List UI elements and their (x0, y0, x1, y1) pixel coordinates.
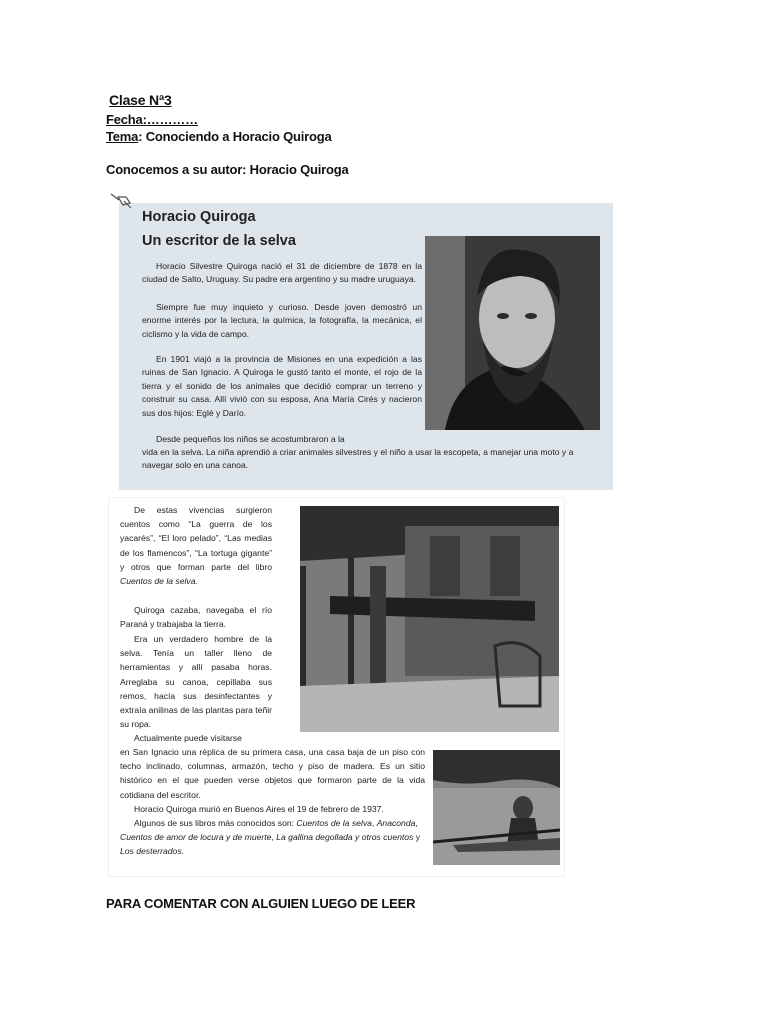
stories-paragraph-1: De estas vivencias surgieron cuentos como “La guerra de los yacarés”, “El loro pelado”, “Las medias de los flamencos”, “La tortuga gigante” y otros que forman parte del libro Cuentos de la selva. (120, 505, 272, 587)
rowing-photo (433, 750, 560, 865)
card-title: Horacio Quiroga (142, 209, 256, 225)
stories-paragraph-4a: Actualmente puede visitarse (134, 733, 242, 743)
footer-instruction: PARA COMENTAR CON ALGUIEN LUEGO DE LEER (106, 896, 416, 911)
stories-paragraph-2: Quiroga cazaba, navegaba el río Paraná y trabajaba la tierra. (120, 605, 272, 630)
biography-card (119, 203, 613, 490)
stories-card (108, 497, 565, 877)
stories-paragraph-5: Horacio Quiroga murió en Buenos Aires el 19 de febrero de 1937. (134, 804, 384, 814)
intro-line: Conocemos a su autor: Horacio Quiroga (106, 162, 349, 177)
stories-paragraph-3: Era un verdadero hombre de la selva. Tenía un taller lleno de herramientas y allí pasaba horas. Arreglaba su canoa, cepillaba sus remos, hacía sus desinfectantes y extraía anilinas de las plantas para teñir su ropa. (120, 634, 272, 730)
topic-line: Tema: Conociendo a Horacio Quiroga (106, 129, 332, 144)
portrait-photo (425, 236, 600, 430)
workshop-photo (300, 506, 559, 732)
stories-paragraph-4b: en San Ignacio una réplica de su primera casa, una casa baja de un piso con techo inclinado, columnas, armazón, techo y piso de madera. Es un sitio histórico en el que pueden verse objetos que formaron parte de la vida cotidiana del escritor. (120, 747, 425, 800)
pushpin-icon (110, 193, 132, 214)
bio-paragraph-2: Siempre fue muy inquieto y curioso. Desde joven demostró un enorme interés por la lectura, la química, la fotografía, la mecánica, el ciclismo y la vida de campo. (142, 302, 422, 339)
stories-paragraph-6: Algunos de sus libros más conocidos son: Cuentos de la selva, Anaconda, Cuentos de amor de locura y de muerte, La gallina degollada y otros cuentos y Los desterrados. (120, 818, 421, 857)
card-subtitle: Un escritor de la selva (142, 233, 296, 249)
bio-paragraph-4: Desde pequeños los niños se acostumbraron a la (156, 434, 345, 444)
bio-paragraph-5: vida en la selva. La niña aprendió a criar animales silvestres y el niño a usar la escopeta, a manejar una moto y a navegar solo en una canoa. (142, 447, 574, 471)
bio-paragraph-1: Horacio Silvestre Quiroga nació el 31 de diciembre de 1878 en la ciudad de Salto, Uruguay. Su padre era argentino y su madre uruguaya. (142, 261, 422, 285)
document-title: Clase Nª3 (109, 92, 172, 108)
bio-paragraph-3: En 1901 viajó a la provincia de Misiones en una expedición a las ruinas de San Ignacio. A Quiroga le gustó tanto el monte, el rojo de la tierra y el sonido de los animales que decidió comprar un terreno y construir su casa. Allí vivió con su esposa, Ana María Cirés y nacieron sus dos hijos: Eglé y Darío. (142, 354, 422, 418)
date-line: Fecha:………… (106, 112, 198, 127)
